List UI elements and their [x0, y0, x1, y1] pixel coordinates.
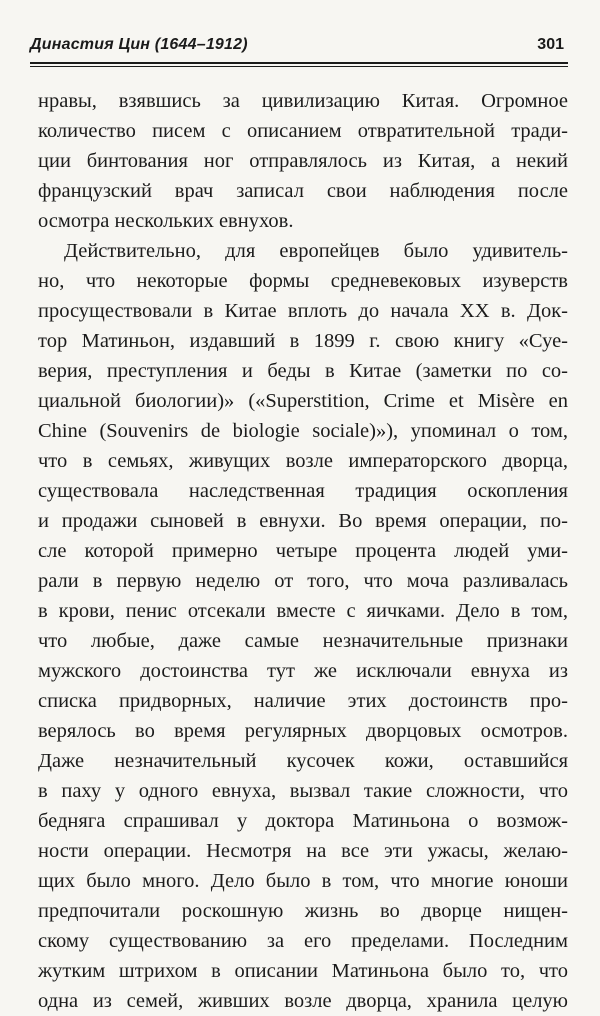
paragraph-start-line: Действительно, для европейцев было удивитель-: [64, 240, 568, 262]
text-line: французский врач записал свои наблюдения после: [38, 180, 568, 202]
text-line: щих было много. Дело было в том, что многие юноши: [38, 870, 568, 892]
text-line: ции бинтования ног отправлялось из Китая, а некий: [38, 150, 568, 172]
text-line: ности операции. Несмотря на все эти ужасы, желаю-: [38, 840, 568, 862]
text-line: что в семьях, живущих возле императорского дворца,: [38, 450, 568, 472]
text-line: Chine (Souvenirs de biologie sociale)»), упоминал о том,: [38, 420, 568, 442]
text-line: количество писем с описанием отвратительной тради-: [38, 120, 568, 142]
text-line: мужского достоинства тут же исключали евнуха из: [38, 660, 568, 682]
text-line: в паху у одного евнуха, вызвал такие сложности, что: [38, 780, 568, 802]
text-line: тор Матиньон, издавший в 1899 г. свою книгу «Суе-: [38, 330, 568, 352]
text-line: циальной биологии)» («Superstition, Crime et Misère en: [38, 390, 568, 412]
text-line: осмотра нескольких евнухов.: [38, 210, 294, 232]
body-text: [38, 86, 568, 1016]
text-line: верялось во время регулярных дворцовых осмотров.: [38, 720, 568, 742]
text-line: что любые, даже самые незначительные признаки: [38, 630, 568, 652]
header-rule-thin: [30, 66, 568, 67]
text-line: бедняга спрашивал у доктора Матиньона о возмож-: [38, 810, 568, 832]
text-line: списка придворных, наличие этих достоинств про-: [38, 690, 568, 712]
running-title: Династия Цин (1644–1912): [30, 36, 248, 53]
page-header: [30, 28, 564, 62]
text-line: но, что некоторые формы средневековых изуверств: [38, 270, 568, 292]
page-number: 301: [537, 36, 564, 53]
text-line: и продажи сыновей в евнухи. Во время операции, по-: [38, 510, 568, 532]
text-line: просуществовали в Китае вплоть до начала XX в. Док-: [38, 300, 568, 322]
text-line: рали в первую неделю от того, что моча разливалась: [38, 570, 568, 592]
text-line: верия, преступления и беды в Китае (заметки по со-: [38, 360, 568, 382]
text-line: нравы, взявшись за цивилизацию Китая. Огромное: [38, 90, 568, 112]
header-rule-thick: [30, 62, 568, 64]
text-line: Даже незначительный кусочек кожи, оставшийся: [38, 750, 568, 772]
text-line: скому существованию за его пределами. Последним: [38, 930, 568, 952]
text-line: сле которой примерно четыре процента людей уми-: [38, 540, 568, 562]
text-line: жутким штрихом в описании Матиньона было то, что: [38, 960, 568, 982]
text-line: в крови, пенис отсекали вместе с яичками. Дело в том,: [38, 600, 568, 622]
text-line: одна из семей, живших возле дворца, хранила целую: [38, 990, 568, 1012]
text-line: предпочитали роскошную жизнь во дворце нищен-: [38, 900, 568, 922]
text-line: существовала наследственная традиция оскопления: [38, 480, 568, 502]
